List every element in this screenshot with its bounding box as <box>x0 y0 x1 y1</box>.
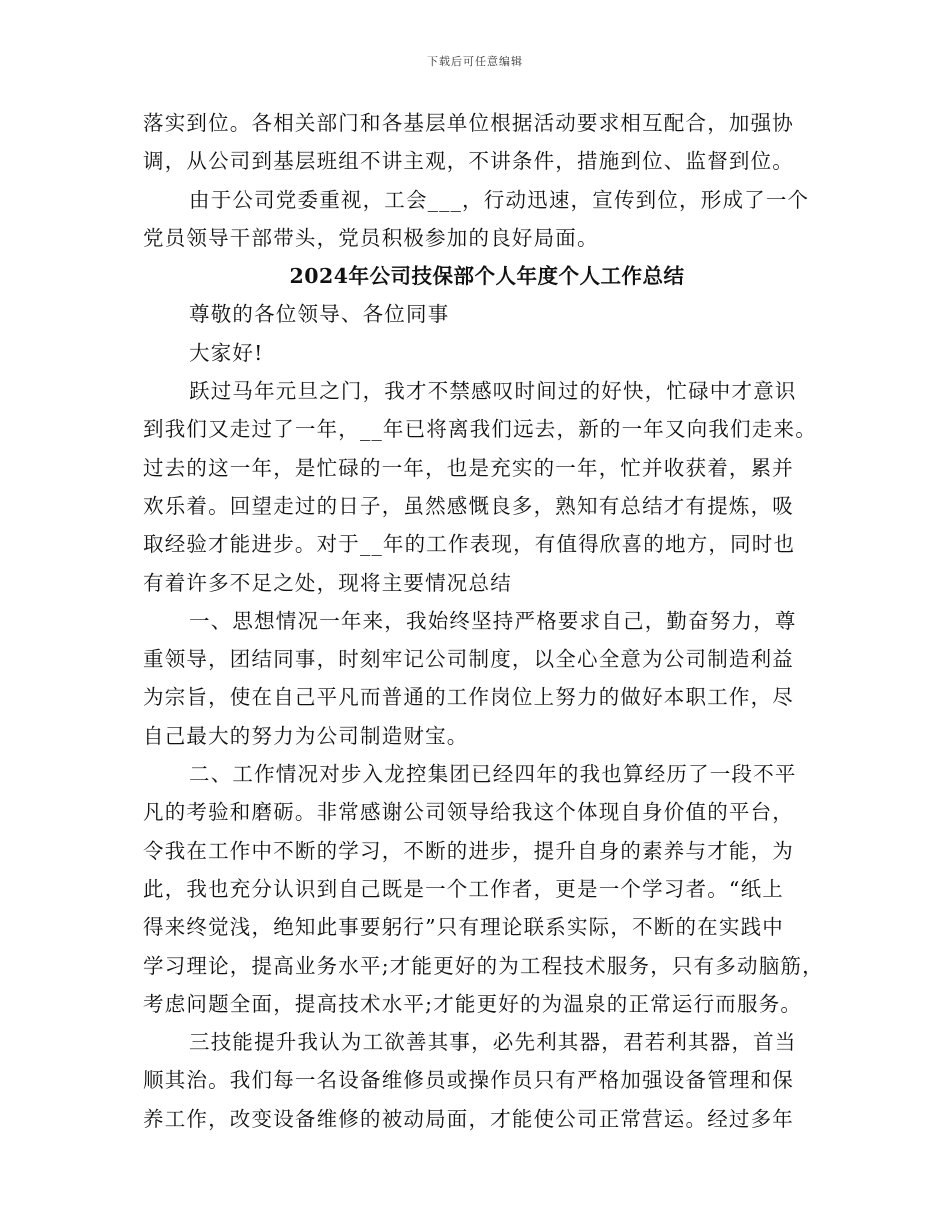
text-line: 到我们又走过了一年，__年已将离我们远去，新的一年又向我们走来。 <box>143 417 817 442</box>
text-line: 顺其治。我们每一名设备维修员或操作员只有严格加强设备管理和保 <box>143 1068 794 1093</box>
text-line: 落实到位。各相关部门和各基层单位根据活动要求相互配合，加强协 <box>143 111 794 135</box>
text-line: 养工作，改变设备维修的被动局面，才能使公司正常营运。经过多年 <box>143 1106 794 1131</box>
text-line: 自己最大的努力为公司制造财宝。 <box>143 723 469 748</box>
text-line: 此，我也充分认识到自己既是一个工作者，更是一个学习者。“纸上 <box>143 876 784 901</box>
salutation-line: 尊敬的各位领导、各位同事 <box>189 302 450 327</box>
text-line: 调，从公司到基层班组不讲主观，不讲条件，措施到位、监督到位。 <box>143 149 794 174</box>
text-line: 过去的这一年，是忙碌的一年，也是充实的一年，忙并收获着，累并 <box>143 455 794 480</box>
document-title: 2024年公司技保部个人年度个人工作总结 <box>289 264 685 289</box>
text-line: 有着许多不足之处，现将主要情况总结 <box>143 570 512 595</box>
text-line: 凡的考验和磨砺。非常感谢公司领导给我这个体现自身价值的平台， <box>143 800 794 825</box>
text-line: 取经验才能进步。对于__年的工作表现，有值得欣喜的地方，同时也 <box>143 532 796 557</box>
text-line: 为宗旨，使在自己平凡而普通的工作岗位上努力的做好本职工作，尽 <box>143 685 794 710</box>
text-line: 一、思想情况一年来，我始终坚持严格要求自己，勤奋努力，尊 <box>189 608 797 633</box>
text-line: 欢乐着。回望走过的日子，虽然感慨良多，熟知有总结才有提炼，吸 <box>143 493 794 518</box>
text-line: 学习理论，提高业务水平;才能更好的为工程技术服务，只有多动脑筋， <box>143 953 824 978</box>
text-line: 跃过马年元旦之门，我才不禁感叹时间过的好快，忙碌中才意识 <box>189 379 797 404</box>
header-note: 下载后可任意编辑 <box>427 55 523 68</box>
text-line: 二、工作情况对步入龙控集团已经四年的我也算经历了一段不平 <box>189 762 797 787</box>
text-line: 考虑问题全面，提高技术水平;才能更好的为温泉的正常运行而服务。 <box>143 991 803 1016</box>
text-line: 重领导，团结同事，时刻牢记公司制度，以全心全意为公司制造利益 <box>143 647 794 672</box>
text-line: 三技能提升我认为工欲善其事，必先利其器，君若利其器，首当 <box>189 1030 797 1055</box>
text-line: 党员领导干部带头，党员积极参加的良好局面。 <box>143 225 599 250</box>
greeting-line: 大家好! <box>189 340 264 365</box>
text-line: 得来终觉浅，绝知此事要躬行”只有理论联系实际，不断的在实践中 <box>143 915 784 940</box>
text-line: 令我在工作中不断的学习，不断的进步，提升自身的素养与才能，为 <box>143 838 794 863</box>
document-body <box>143 104 824 1138</box>
text-line: 由于公司党委重视，工会___，行动迅速，宣传到位，形成了一个 <box>189 187 810 212</box>
